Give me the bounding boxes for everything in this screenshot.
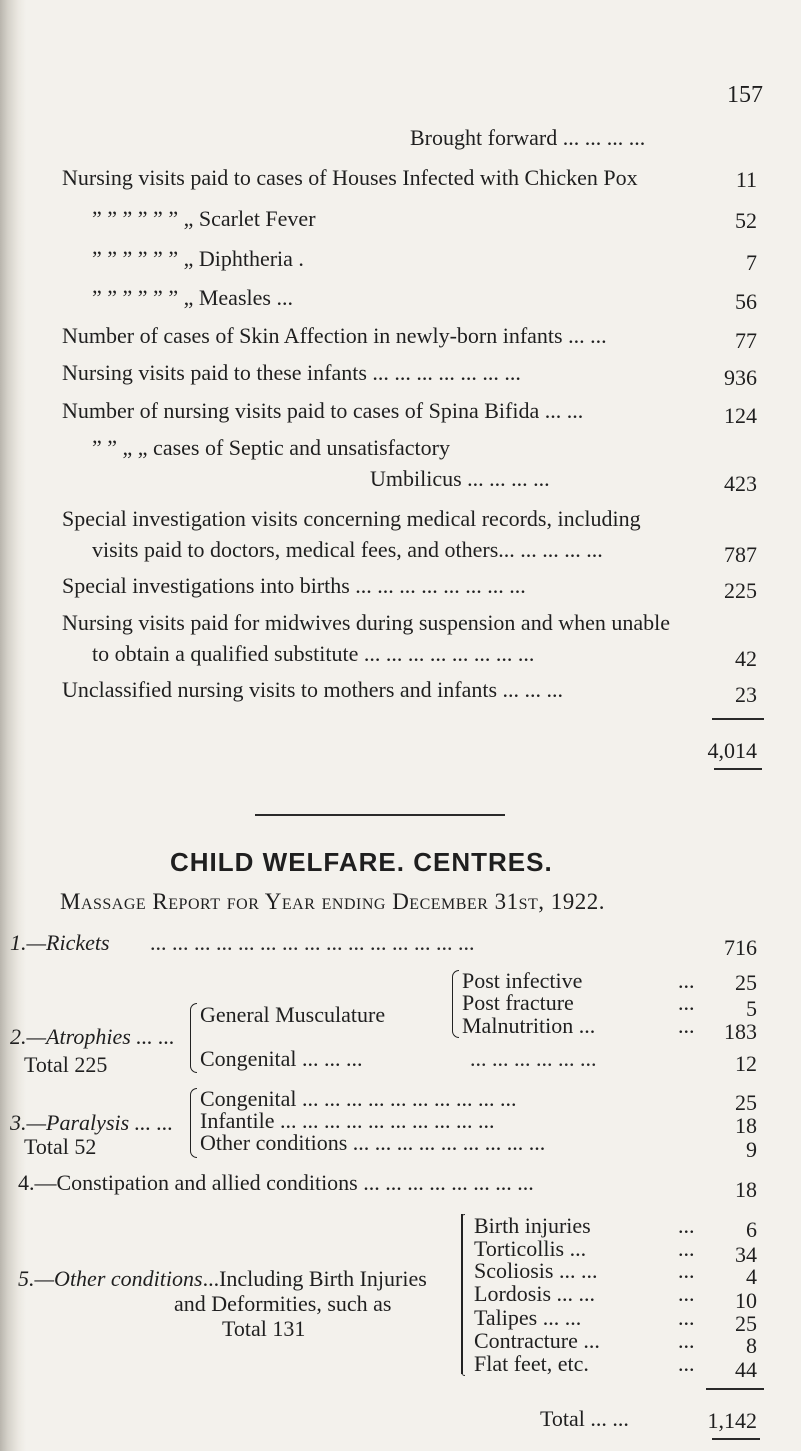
other-item-6-label: Flat feet, etc. — [474, 1351, 589, 1376]
paralysis-item-2-label: Other conditions ... ... ... ... ... ... ... ... ... — [200, 1130, 546, 1155]
atrophies-sub-1-dots: ... — [678, 990, 695, 1015]
grand-total-underline — [712, 1438, 760, 1440]
constipation-value: 18 — [735, 1177, 757, 1202]
rickets-leader: ... ... ... ... ... ... ... ... ... ... ... ... ... ... ... — [150, 930, 475, 955]
nursing-row-3-value: 56 — [735, 289, 757, 314]
nursing-row-4-value: 77 — [735, 328, 757, 353]
atrophies-sub-2-value: 183 — [724, 1019, 757, 1044]
page-binding-shadow — [0, 0, 26, 1451]
other-item-4-dots: ... — [678, 1305, 695, 1330]
nursing-row-8-value: 423 — [724, 471, 757, 496]
nursing-row-7-text: ” ” „ „ cases of Septic and unsatisfactory — [92, 435, 450, 460]
nursing-row-6-value: 124 — [724, 403, 757, 428]
paralysis-brace — [190, 1088, 197, 1158]
atrophies-brace — [190, 1003, 197, 1073]
other-item-4-label: Talipes ... ... — [474, 1305, 582, 1330]
other-item-6-dots: ... — [678, 1351, 695, 1376]
other-item-5-value: 8 — [746, 1333, 757, 1358]
other-item-3-label: Lordosis ... ... — [474, 1281, 595, 1306]
nursing-row-14-text: Unclassified nursing visits to mothers and infants ... ... ... — [62, 677, 564, 702]
nursing-row-3-text: ” ” ” ” ” ” „ Measles ... — [92, 285, 293, 310]
paralysis-label: 3.—Paralysis ... ... — [10, 1110, 174, 1135]
other-item-5-dots: ... — [678, 1328, 695, 1353]
other-item-3-value: 10 — [735, 1288, 757, 1313]
nursing-row-5-text: Nursing visits paid to these infants ... ... ... ... ... ... ... — [62, 360, 521, 385]
other-item-5-label: Contracture ... — [474, 1328, 600, 1353]
other-label-italic: 5.—Other conditions — [18, 1266, 203, 1291]
grand-total-rule — [706, 1388, 764, 1390]
atrophies-sub-0-dots: ... — [678, 968, 695, 993]
nursing-row-5-value: 936 — [724, 365, 757, 390]
other-item-1-value: 34 — [735, 1242, 757, 1267]
other-line2: and Deformities, such as — [174, 1291, 392, 1316]
atrophies-sub-0-value: 25 — [735, 970, 757, 995]
paralysis-item-1-label: Infantile ... ... ... ... ... ... ... ... ... ... — [200, 1108, 495, 1133]
other-item-2-value: 4 — [746, 1264, 757, 1289]
atrophies-sub-1-value: 5 — [746, 996, 757, 1021]
other-item-1-dots: ... — [678, 1236, 695, 1261]
nursing-row-13-value: 42 — [735, 646, 757, 671]
subtotal-rule — [712, 718, 764, 720]
nursing-row-11-value: 225 — [724, 578, 757, 603]
constipation-label: 4.—Constipation and allied conditions ... ... ... ... ... ... ... ... — [18, 1170, 534, 1195]
other-total: Total 131 — [222, 1316, 306, 1341]
nursing-row-0-text: Nursing visits paid to cases of Houses Infected with Chicken Pox — [62, 165, 638, 190]
other-item-0-dots: ... — [678, 1213, 695, 1238]
section-heading: CHILD WELFARE. CENTRES. — [170, 847, 553, 877]
atrophies-general-brace — [452, 970, 459, 1038]
other-item-0-value: 6 — [746, 1217, 757, 1242]
rickets-value: 716 — [724, 935, 757, 960]
other-item-1-label: Torticollis ... — [474, 1236, 587, 1261]
paralysis-item-1-value: 18 — [735, 1113, 757, 1138]
nursing-row-2-text: ” ” ” ” ” ” „ Diphtheria . — [92, 246, 304, 271]
nursing-row-0-value: 11 — [735, 167, 757, 192]
nursing-row-8-text: Umbilicus ... ... ... ... — [370, 466, 550, 491]
atrophies-sub-0-label: Post infective — [462, 968, 583, 993]
nursing-row-13-text: to obtain a qualified substitute ... ... ... ... ... ... ... ... — [92, 641, 535, 666]
other-item-3-dots: ... — [678, 1281, 695, 1306]
paralysis-item-0-label: Congenital ... ... ... ... ... ... ... ... ... ... — [200, 1086, 517, 1111]
nursing-total: 4,014 — [707, 738, 757, 763]
nursing-row-1-text: ” ” ” ” ” ” „ Scarlet Fever — [92, 206, 316, 231]
atrophies-total: Total 225 — [24, 1052, 108, 1077]
grand-total-label: Total ... ... — [540, 1406, 629, 1431]
nursing-row-1-value: 52 — [735, 208, 757, 233]
nursing-row-10-text: visits paid to doctors, medical fees, and others... ... ... ... ... — [92, 537, 603, 562]
other-bracket — [461, 1214, 465, 1376]
nursing-row-14-value: 23 — [735, 682, 757, 707]
section-subheading: Massage Report for Year ending December 31st, 1922. — [60, 889, 606, 914]
nursing-row-4-text: Number of cases of Skin Affection in newly-born infants ... ... — [62, 323, 607, 348]
other-item-2-dots: ... — [678, 1258, 695, 1283]
nursing-row-6-text: Number of nursing visits paid to cases of Spina Bifida ... ... — [62, 398, 584, 423]
atrophies-label: 2.—Atrophies ... ... — [10, 1024, 175, 1049]
paralysis-item-2-value: 9 — [746, 1137, 757, 1162]
grand-total-value: 1,142 — [707, 1408, 757, 1433]
other-label — [18, 1266, 427, 1292]
other-label-rest: ...Including Birth Injuries — [202, 1266, 427, 1291]
brought-forward: Brought forward ... ... ... ... — [410, 125, 646, 150]
paralysis-total: Total 52 — [24, 1134, 97, 1159]
page-number: 157 — [727, 82, 763, 108]
other-item-4-value: 25 — [735, 1311, 757, 1336]
paralysis-item-0-value: 25 — [735, 1090, 757, 1115]
nursing-row-10-value: 787 — [724, 542, 757, 567]
other-item-6-value: 44 — [735, 1357, 757, 1382]
rickets-label: 1.—Rickets — [10, 930, 110, 955]
section-divider — [255, 814, 505, 816]
other-item-2-label: Scoliosis ... ... — [474, 1258, 598, 1283]
atrophies-sub-1-label: Post fracture — [462, 990, 574, 1015]
other-item-0-label: Birth injuries — [474, 1213, 591, 1238]
atrophies-sub-2-dots: ... — [678, 1013, 695, 1038]
total-rule — [714, 768, 762, 770]
nursing-row-12-text: Nursing visits paid for midwives during suspension and when unable — [62, 610, 670, 635]
nursing-row-9-text: Special investigation visits concerning medical records, including — [62, 506, 641, 531]
atrophies-congenital: Congenital ... ... ... — [200, 1046, 363, 1071]
nursing-row-2-value: 7 — [746, 250, 757, 275]
atrophies-congenital-value: 12 — [735, 1051, 757, 1076]
atrophies-general: General Musculature — [200, 1002, 386, 1027]
nursing-row-11-text: Special investigations into births ... ... ... ... ... ... ... ... — [62, 573, 526, 598]
atrophies-congenital-leader: ... ... ... ... ... ... — [470, 1046, 597, 1071]
atrophies-sub-2-label: Malnutrition ... — [462, 1013, 596, 1038]
